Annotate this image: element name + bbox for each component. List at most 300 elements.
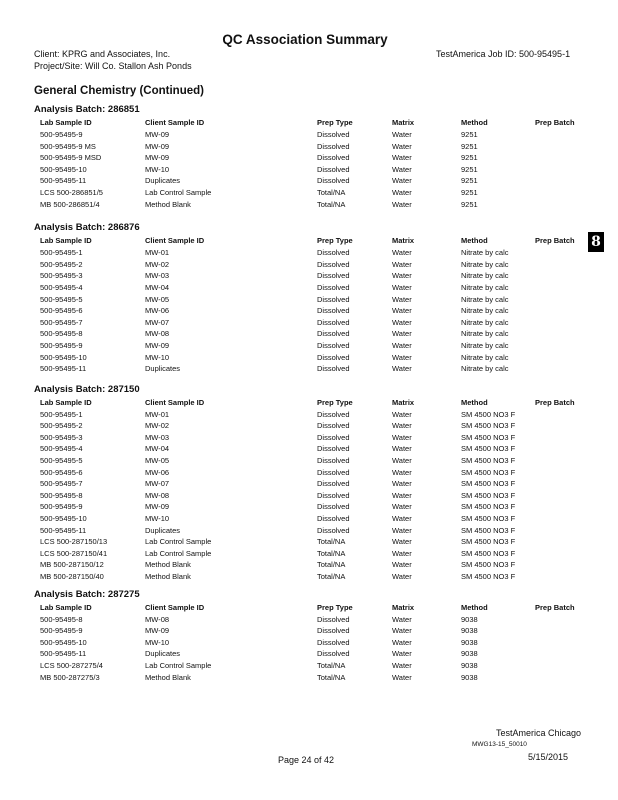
table-cell: Duplicates <box>145 176 181 186</box>
table-cell: 500-95495-2 <box>40 259 83 269</box>
section-heading: General Chemistry (Continued) <box>34 85 204 97</box>
table-cell <box>535 340 584 352</box>
table-row <box>34 571 584 583</box>
table-cell: Dissolved <box>317 364 350 374</box>
table-cell: 500-95495-11 <box>40 176 87 186</box>
table-row <box>34 270 584 282</box>
table-cell: 500-95495-6 <box>40 306 83 316</box>
table-row <box>34 294 584 306</box>
table-row <box>34 501 584 513</box>
table-cell: Water <box>392 352 412 362</box>
table-cell: 9038 <box>461 614 478 624</box>
table-row <box>34 305 584 317</box>
table-cell: Water <box>392 130 412 139</box>
table-cell <box>535 672 584 684</box>
column-header: Method <box>461 118 488 127</box>
table-cell: SM 4500 NO3 F <box>461 514 516 524</box>
table-cell: Water <box>392 479 412 489</box>
table-cell: 500-95495-1 <box>40 248 83 258</box>
column-header: Prep Type <box>317 602 353 612</box>
table-cell: Water <box>392 672 412 682</box>
table-cell: Water <box>392 176 412 186</box>
table-cell <box>535 129 584 141</box>
table-cell: Nitrate by calc <box>461 294 509 304</box>
table-cell: Water <box>392 432 412 442</box>
table-cell <box>535 432 584 444</box>
table-cell <box>535 455 584 467</box>
table-cell: 9038 <box>461 660 478 670</box>
table-cell: Water <box>392 282 412 292</box>
table-cell: 9251 <box>461 199 478 209</box>
table-cell: Dissolved <box>317 352 350 362</box>
table-cell <box>535 513 584 525</box>
table-cell: Water <box>392 660 412 670</box>
table-cell <box>535 270 584 282</box>
table-cell <box>535 559 584 571</box>
table-cell: Dissolved <box>317 421 350 431</box>
table-row <box>34 625 584 637</box>
table-cell: Total/NA <box>317 199 346 209</box>
table-cell: Total/NA <box>317 548 346 558</box>
table-cell <box>535 501 584 513</box>
table-cell: Water <box>392 294 412 304</box>
table-cell: MW-10 <box>145 514 170 524</box>
table-cell <box>535 536 584 548</box>
table-cell <box>535 305 584 317</box>
analysis-batch <box>34 588 584 684</box>
column-header: Client Sample ID <box>145 397 205 407</box>
column-header: Lab Sample ID <box>40 118 92 127</box>
table-header <box>34 397 584 409</box>
table-cell: Water <box>392 560 412 570</box>
table-cell: 500-95495-4 <box>40 282 83 292</box>
table-cell: Water <box>392 187 412 197</box>
table-cell: Duplicates <box>145 525 181 535</box>
table-cell: Water <box>392 317 412 327</box>
table-cell: SM 4500 NO3 F <box>461 537 516 547</box>
table-cell: 9251 <box>461 187 478 197</box>
table-cell: Water <box>392 467 412 477</box>
table-cell: 9038 <box>461 637 478 647</box>
table-cell: 500-95495-7 <box>40 317 83 327</box>
table-row <box>34 141 584 153</box>
table-cell: 9251 <box>461 130 478 139</box>
column-header: Prep Type <box>317 118 353 127</box>
table-cell: 500-95495-9 <box>40 502 83 512</box>
table-cell: MW-10 <box>145 352 170 362</box>
table-cell: Dissolved <box>317 626 350 636</box>
table-cell: 500-95495-9 MS <box>40 141 96 151</box>
table-row <box>34 187 584 199</box>
table-cell: Dissolved <box>317 306 350 316</box>
table-cell: Water <box>392 490 412 500</box>
table-cell: MW-10 <box>145 164 170 174</box>
table-cell: Water <box>392 248 412 258</box>
table-cell: 9251 <box>461 164 478 174</box>
footer-doc-code: MWG13-15_50010 <box>472 741 527 748</box>
table-cell: 500-95495-10 <box>40 352 87 362</box>
table-cell: Water <box>392 444 412 454</box>
table-cell: Total/NA <box>317 672 346 682</box>
column-header: Client Sample ID <box>145 236 205 246</box>
table-cell: Water <box>392 626 412 636</box>
table-cell <box>535 548 584 560</box>
table-cell: MW-09 <box>145 153 170 163</box>
table-cell: MW-03 <box>145 271 170 281</box>
table-row <box>34 317 584 329</box>
table-cell: SM 4500 NO3 F <box>461 421 516 431</box>
table-row <box>34 648 584 660</box>
table-cell: Nitrate by calc <box>461 271 509 281</box>
table-cell: MW-08 <box>145 614 170 624</box>
table-cell <box>535 152 584 164</box>
table-cell: SM 4500 NO3 F <box>461 572 516 581</box>
table-cell <box>535 187 584 199</box>
table-cell: Water <box>392 306 412 316</box>
table-row <box>34 548 584 560</box>
table-cell <box>535 490 584 502</box>
table-cell: MW-07 <box>145 479 170 489</box>
table-cell: 500-95495-2 <box>40 421 83 431</box>
table-row <box>34 340 584 352</box>
table-cell: 9251 <box>461 153 478 163</box>
table-cell: Nitrate by calc <box>461 317 509 327</box>
table-cell: MW-02 <box>145 259 170 269</box>
table-cell: Water <box>392 153 412 163</box>
table-cell: Dissolved <box>317 444 350 454</box>
table-cell: Dissolved <box>317 340 350 350</box>
table-row <box>34 152 584 164</box>
table-cell: Dissolved <box>317 649 350 659</box>
table-cell: MW-05 <box>145 294 170 304</box>
table-cell: 9038 <box>461 672 478 682</box>
project-line: Project/Site: Will Co. Stallon Ash Ponds <box>34 61 192 71</box>
table-cell: MW-04 <box>145 444 170 454</box>
table-cell: Dissolved <box>317 502 350 512</box>
table-cell: Dissolved <box>317 479 350 489</box>
table-cell: Lab Control Sample <box>145 548 212 558</box>
table-cell: MW-08 <box>145 329 170 339</box>
table-cell: LCS 500-287275/4 <box>40 660 103 670</box>
table-row <box>34 672 584 684</box>
table-cell: LCS 500-287150/13 <box>40 537 108 547</box>
table-cell: Water <box>392 409 412 419</box>
table-cell: Dissolved <box>317 490 350 500</box>
table-cell: Dissolved <box>317 525 350 535</box>
table-cell: Water <box>392 548 412 558</box>
table-cell: Dissolved <box>317 637 350 647</box>
table-row <box>34 363 584 375</box>
table-cell: MW-06 <box>145 306 170 316</box>
table-row <box>34 352 584 364</box>
column-header: Prep Batch <box>535 118 575 127</box>
table-row <box>34 432 584 444</box>
column-header: Prep Batch <box>535 397 575 407</box>
table-cell: MB 500-286851/4 <box>40 199 100 209</box>
table-cell: LCS 500-286851/5 <box>40 187 103 197</box>
table-cell: Nitrate by calc <box>461 306 509 316</box>
table-cell: Dissolved <box>317 164 350 174</box>
table-cell: MW-09 <box>145 626 170 636</box>
table-cell: SM 4500 NO3 F <box>461 467 516 477</box>
column-header: Method <box>461 397 488 407</box>
table-cell: Water <box>392 514 412 524</box>
table-cell: SM 4500 NO3 F <box>461 444 516 454</box>
column-header: Lab Sample ID <box>40 236 92 246</box>
table-cell <box>535 352 584 364</box>
table-cell: Dissolved <box>317 614 350 624</box>
table-cell: 500-95495-11 <box>40 649 87 659</box>
table-cell: SM 4500 NO3 F <box>461 456 516 466</box>
table-cell: Duplicates <box>145 649 181 659</box>
column-header: Lab Sample ID <box>40 602 92 612</box>
table-cell: Dissolved <box>317 432 350 442</box>
table-cell <box>535 363 584 375</box>
table-cell <box>535 571 584 583</box>
column-header: Prep Type <box>317 397 353 407</box>
column-header: Lab Sample ID <box>40 397 92 407</box>
table-cell: Nitrate by calc <box>461 329 509 339</box>
table-cell: MW-09 <box>145 130 170 139</box>
table-cell: Nitrate by calc <box>461 282 509 292</box>
table-cell: Total/NA <box>317 187 346 197</box>
table-cell: SM 4500 NO3 F <box>461 560 516 570</box>
table-cell: 500-95495-11 <box>40 525 87 535</box>
batch-list <box>34 103 584 683</box>
table-cell: 500-95495-5 <box>40 456 83 466</box>
table-cell: 500-95495-3 <box>40 432 83 442</box>
client-line: Client: KPRG and Associates, Inc. <box>34 49 171 59</box>
table-cell: MB 500-287150/40 <box>40 572 104 581</box>
table-cell: 500-95495-8 <box>40 490 83 500</box>
table-row <box>34 129 584 141</box>
table-row <box>34 660 584 672</box>
table-cell: 9251 <box>461 176 478 186</box>
table-cell: SM 4500 NO3 F <box>461 409 516 419</box>
table-cell: 500-95495-9 MSD <box>40 153 102 163</box>
table-cell: 500-95495-3 <box>40 271 83 281</box>
table-cell <box>535 478 584 490</box>
table-cell <box>535 660 584 672</box>
footer-date: 5/15/2015 <box>528 752 569 762</box>
table-cell: Nitrate by calc <box>461 364 509 374</box>
table-cell <box>535 625 584 637</box>
table-row <box>34 164 584 176</box>
table-cell: Nitrate by calc <box>461 340 509 350</box>
table-cell <box>535 525 584 537</box>
table-cell: Nitrate by calc <box>461 259 509 269</box>
table-cell: Duplicates <box>145 364 181 374</box>
table-cell <box>535 328 584 340</box>
table-cell: Dissolved <box>317 271 350 281</box>
job-id: TestAmerica Job ID: 500-95495-1 <box>436 49 571 59</box>
table-cell: 500-95495-9 <box>40 130 83 139</box>
table-cell: Method Blank <box>145 572 191 581</box>
table-cell: MW-09 <box>145 502 170 512</box>
table-cell: Dissolved <box>317 282 350 292</box>
batch-table <box>34 235 584 375</box>
table-cell <box>535 409 584 421</box>
table-cell: MW-04 <box>145 282 170 292</box>
table-cell: MW-10 <box>145 637 170 647</box>
table-cell <box>535 141 584 153</box>
table-cell: 9251 <box>461 141 478 151</box>
table-cell: Water <box>392 364 412 374</box>
batch-table <box>34 397 584 583</box>
column-header: Client Sample ID <box>145 602 205 612</box>
table-cell: SM 4500 NO3 F <box>461 525 516 535</box>
table-cell: 500-95495-8 <box>40 329 83 339</box>
table-cell: MW-09 <box>145 340 170 350</box>
table-cell: Water <box>392 637 412 647</box>
table-cell: MW-06 <box>145 467 170 477</box>
table-cell: Water <box>392 502 412 512</box>
table-cell: SM 4500 NO3 F <box>461 490 516 500</box>
table-cell: 500-95495-11 <box>40 364 87 374</box>
table-cell: 500-95495-5 <box>40 294 83 304</box>
table-cell <box>535 443 584 455</box>
report-body <box>34 84 584 683</box>
table-cell: Dissolved <box>317 329 350 339</box>
table-cell: MW-07 <box>145 317 170 327</box>
table-cell: LCS 500-287150/41 <box>40 548 108 558</box>
table-cell <box>535 467 584 479</box>
table-cell <box>535 614 584 626</box>
section-tab-marker: 8 <box>588 232 604 252</box>
table-cell: Dissolved <box>317 259 350 269</box>
table-cell: 500-95495-10 <box>40 514 87 524</box>
page-title: QC Association Summary <box>222 32 388 47</box>
batch-title: Analysis Batch: 287150 <box>34 383 140 395</box>
table-cell: Dissolved <box>317 176 350 186</box>
table-row <box>34 637 584 649</box>
table-row <box>34 467 584 479</box>
table-cell: Dissolved <box>317 456 350 466</box>
column-header: Client Sample ID <box>145 118 205 127</box>
analysis-batch <box>34 103 584 210</box>
table-cell <box>535 294 584 306</box>
column-header: Prep Batch <box>535 236 575 246</box>
table-cell <box>535 317 584 329</box>
table-cell: 500-95495-9 <box>40 626 83 636</box>
column-header: Method <box>461 236 488 246</box>
table-cell: Method Blank <box>145 199 191 209</box>
table-cell: SM 4500 NO3 F <box>461 502 516 512</box>
table-cell: SM 4500 NO3 F <box>461 548 516 558</box>
table-row <box>34 478 584 490</box>
table-cell <box>535 175 584 187</box>
table-cell <box>535 648 584 660</box>
table-cell: Water <box>392 456 412 466</box>
table-cell <box>535 164 584 176</box>
table-cell: Water <box>392 525 412 535</box>
table-cell: Nitrate by calc <box>461 248 509 258</box>
batch-title: Analysis Batch: 286851 <box>34 104 140 115</box>
analysis-batch <box>34 383 584 583</box>
table-row <box>34 525 584 537</box>
table-row <box>34 247 584 259</box>
table-cell: 500-95495-4 <box>40 444 83 454</box>
table-row <box>34 443 584 455</box>
table-cell: MW-09 <box>145 141 170 151</box>
table-cell: Water <box>392 259 412 269</box>
table-cell: Water <box>392 164 412 174</box>
table-cell: Water <box>392 649 412 659</box>
table-cell: Dissolved <box>317 294 350 304</box>
table-cell: Water <box>392 537 412 547</box>
column-header: Prep Batch <box>535 602 575 612</box>
column-header: Prep Type <box>317 236 353 246</box>
table-cell <box>535 247 584 259</box>
column-header: Matrix <box>392 602 415 612</box>
table-cell: 500-95495-8 <box>40 614 83 624</box>
table-cell: MW-08 <box>145 490 170 500</box>
table-cell: 500-95495-10 <box>40 637 87 647</box>
table-cell: Total/NA <box>317 560 346 570</box>
table-cell: MW-01 <box>145 248 170 258</box>
table-cell: Dissolved <box>317 317 350 327</box>
table-cell: Lab Control Sample <box>145 537 212 547</box>
footer-page-number: Page 24 of 42 <box>278 755 335 765</box>
table-cell: Water <box>392 340 412 350</box>
table-cell: 9038 <box>461 649 478 659</box>
table-cell: 500-95495-6 <box>40 467 83 477</box>
table-cell: Dissolved <box>317 409 350 419</box>
table-header <box>34 235 584 247</box>
table-cell: Lab Control Sample <box>145 187 212 197</box>
table-cell <box>535 199 584 211</box>
table-cell: Water <box>392 329 412 339</box>
table-cell <box>535 259 584 271</box>
table-row <box>34 199 584 211</box>
table-cell <box>535 637 584 649</box>
table-cell: 9038 <box>461 626 478 636</box>
table-cell: MB 500-287150/12 <box>40 560 104 570</box>
column-header: Matrix <box>392 397 415 407</box>
table-cell: MW-05 <box>145 456 170 466</box>
table-row <box>34 536 584 548</box>
table-cell: Dissolved <box>317 467 350 477</box>
table-cell: Dissolved <box>317 141 350 151</box>
table-row <box>34 282 584 294</box>
table-cell: Water <box>392 572 412 581</box>
table-cell <box>535 282 584 294</box>
table-cell: SM 4500 NO3 F <box>461 479 516 489</box>
batch-table <box>34 117 584 210</box>
table-cell: Method Blank <box>145 560 191 570</box>
table-cell: MW-01 <box>145 409 170 419</box>
table-cell: MW-03 <box>145 432 170 442</box>
table-cell: Total/NA <box>317 537 346 547</box>
table-cell: 500-95495-9 <box>40 340 83 350</box>
table-cell: 500-95495-7 <box>40 479 83 489</box>
column-header: Matrix <box>392 118 415 127</box>
table-cell: Nitrate by calc <box>461 352 509 362</box>
table-row <box>34 409 584 421</box>
table-cell: Lab Control Sample <box>145 660 212 670</box>
table-cell: SM 4500 NO3 F <box>461 432 516 442</box>
table-header <box>34 602 584 614</box>
table-row <box>34 614 584 626</box>
table-cell: Water <box>392 141 412 151</box>
footer-lab: TestAmerica Chicago <box>496 728 582 738</box>
table-cell: Dissolved <box>317 514 350 524</box>
table-row <box>34 559 584 571</box>
table-cell: Total/NA <box>317 660 346 670</box>
column-header: Method <box>461 602 488 612</box>
table-header <box>34 117 584 129</box>
batch-table <box>34 602 584 684</box>
